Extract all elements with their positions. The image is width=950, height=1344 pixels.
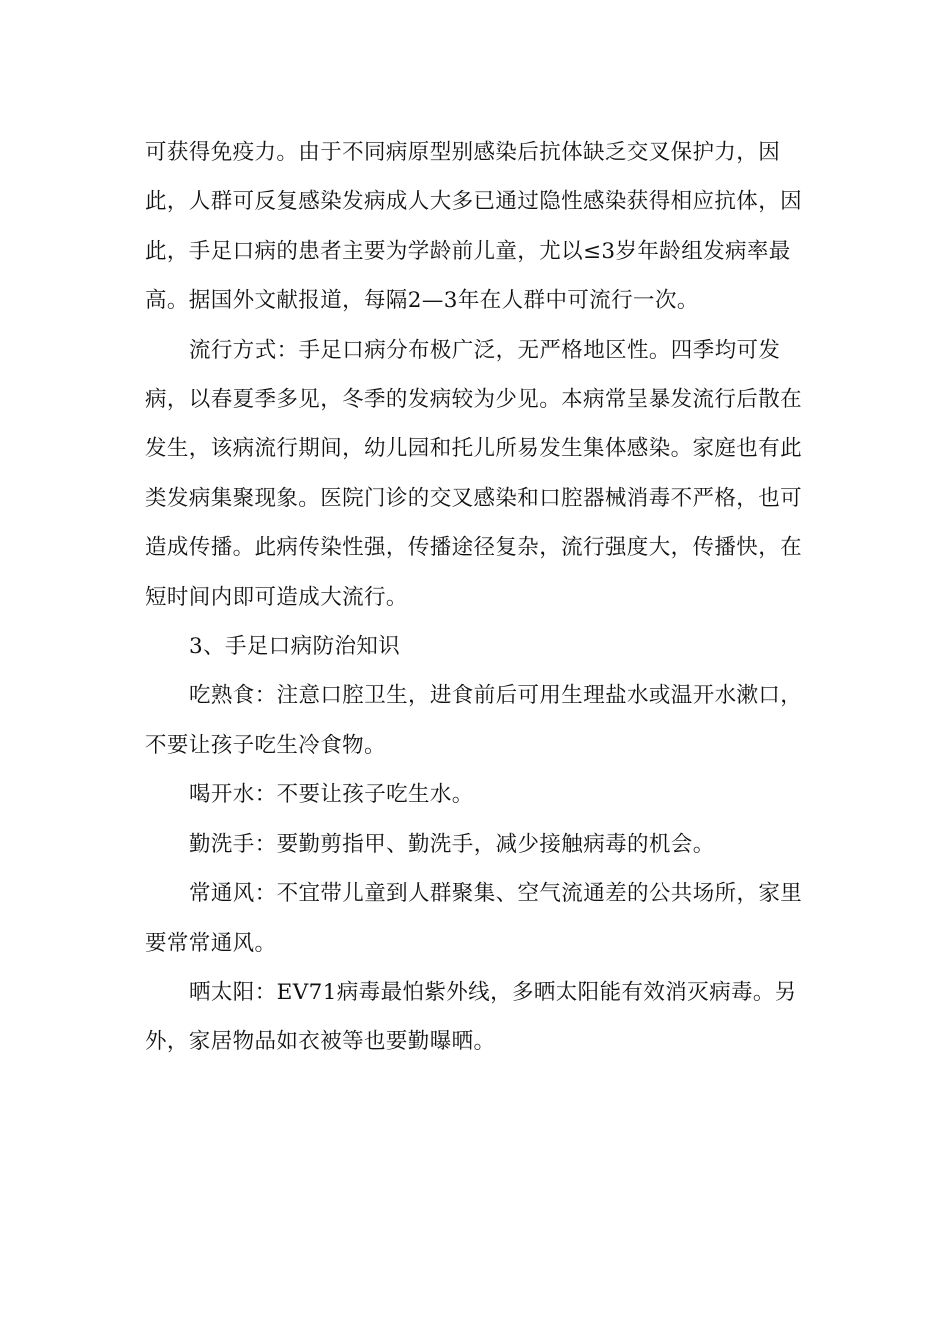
paragraph-immunity-continuation: 可获得免疫力。由于不同病原型别感染后抗体缺乏交叉保护力，因此，人群可反复感染发病成人大多已通过隐性感染获得相应抗体，因此，手足口病的患者主要为学龄前儿童，尤以≤3岁年龄组发病率最高。据国外文献报道，每隔2—3年在人群中可流行一次。	[145, 140, 803, 314]
section-heading-prevention: 3、手足口病防治知识	[189, 634, 401, 660]
paragraph-sunlight: 晒太阳：EV71病毒最怕紫外线，多晒太阳能有效消灭病毒。另外，家居物品如衣被等也要勤曝晒。	[145, 979, 797, 1055]
paragraph-ventilation: 常通风：不宜带儿童到人群聚集、空气流通差的公共场所，家里要常常通风。	[145, 881, 803, 956]
document-body	[145, 128, 817, 1067]
paragraph-transmission-mode: 流行方式：手足口病分布极广泛，无严格地区性。四季均可发病，以春夏季多见，冬季的发病较为少见。本病常呈暴发流行后散在发生，该病流行期间，幼儿园和托儿所易发生集体感染。家庭也有此类发病集聚现象。医院门诊的交叉感染和口腔器械消毒不严格，也可造成传播。此病传染性强，传播途径复杂，流行强度大，传播快，在短时间内即可造成大流行。	[145, 337, 803, 610]
paragraph-eat-cooked-food: 吃熟食：注意口腔卫生，进食前后可用生理盐水或温开水漱口，不要让孩子吃生冷食物。	[145, 683, 803, 758]
paragraph-drink-boiled-water: 喝开水：不要让孩子吃生水。	[189, 782, 474, 808]
paragraph-wash-hands: 勤洗手：要勤剪指甲、勤洗手，减少接触病毒的机会。	[189, 831, 715, 857]
